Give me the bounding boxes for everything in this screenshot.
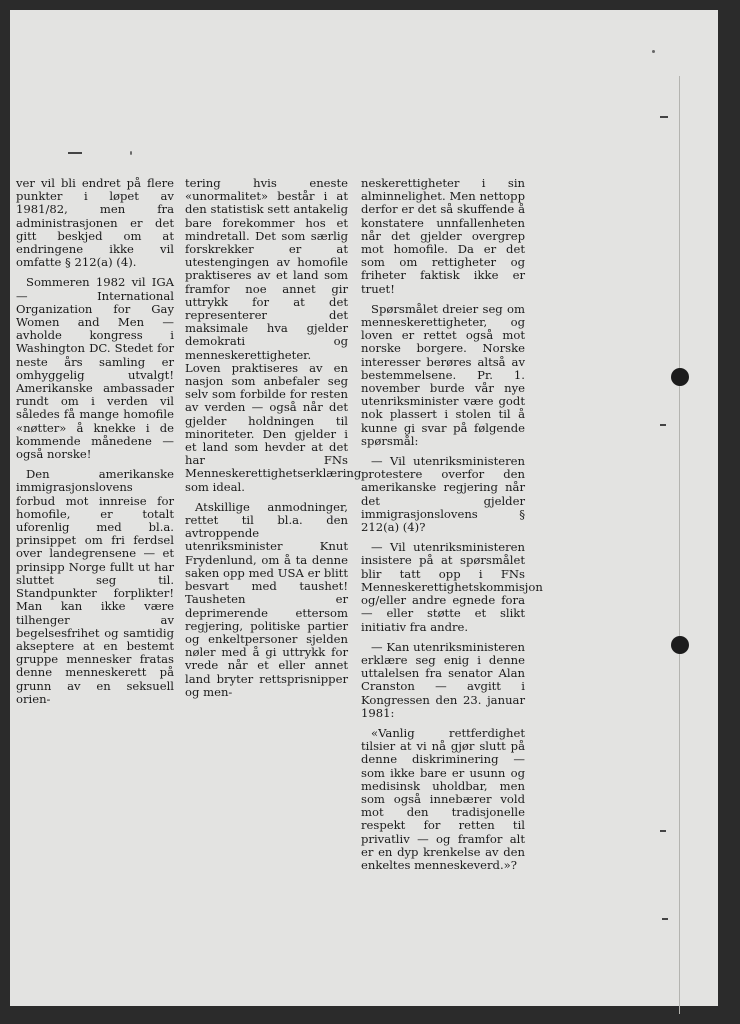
- paragraph: «Vanlig rettferdighet tilsier at vi nå gjør slutt på denne diskriminering — som ikke bare er usunn og medisinsk uholdbar, men som også innebærer vold mot den tradisjonelle respekt for retten til privatliv — og framfor alt er en dyp krenkelse av den enkeltes menneskeverd.»?: [361, 725, 525, 872]
- paragraph: neskerettigheter i sin alminnelighet. Men nettopp derfor er det så skuffende å konstatere unnfallenheten når det gjelder overgrep mot homofile. Da er det som om rettigheter og friheter faktisk ikke er truet!: [361, 176, 525, 296]
- paragraph: ver vil bli endret på flere punkter i løpet av 1981/82, men fra administrasjonen er det gitt beskjed om at endringene ikke vil omfatte § 212(a) (4).: [16, 176, 174, 270]
- punch-hole-top: [671, 368, 689, 386]
- margin-mark: [660, 830, 666, 832]
- paragraph: Sommeren 1982 vil IGA — International Organization for Gay Women and Men — avholde kongress i Washington DC. Stedet for neste års samling er omhyggelig utvalgt! Amerikanske ambassader rundt om i verden vil således få mange homofile «nøtter» å knekke i de kommende månedene — også norske!: [16, 275, 174, 462]
- paragraph: — Vil utenriksministeren insistere på at spørsmålet blir tatt opp i FNs Menneskerettighetskommisjon og/eller andre egnede fora — eller støtte et slikt initiativ fra andre.: [361, 540, 543, 634]
- article-column-2: [185, 176, 362, 699]
- margin-mark: [660, 424, 666, 426]
- paragraph: — Kan utenriksministeren erklære seg enig i denne uttalelsen fra senator Alan Cranston — avgitt i Kongressen den 23. januar 1981:: [361, 639, 525, 720]
- margin-speck: [130, 151, 132, 155]
- margin-mark: [68, 152, 82, 154]
- article-column-1: [16, 176, 174, 706]
- article-column-3: [361, 176, 543, 872]
- punch-hole-bottom: [671, 636, 689, 654]
- margin-rule: [679, 76, 680, 1014]
- paragraph: Spørsmålet dreier seg om menneskerettigheter, og loven er rettet også mot norske borgere. Norske interesser berøres altså av bestemmelsene. Pr. 1. november burde vår nye utenriksminister være godt nok plassert i stolen til å kunne gi svar på følgende spørsmål:: [361, 301, 525, 448]
- paragraph: — Vil utenriksministeren protestere overfor den amerikanske regjering når det gjelder immigrasjonslovens § 212(a) (4)?: [361, 454, 525, 535]
- paragraph: tering hvis eneste «unormalitet» består i at den statistisk sett antakelig bare forekommer hos et mindretall. Det som særlig forskrekker er at utestengingen av homofile praktiseres av et land som framfor noe annet gir uttrykk for at det representerer det maksimale hva gjelder demokrati og menneskerettigheter. Loven praktiseres av en nasjon som anbefaler seg selv som forbilde for resten av verden — også når det gjelder holdningen til minoriteter. Den gjelder i et land som hevder at det har FNs Menneskerettighetserklæring som ideal.: [185, 176, 362, 494]
- margin-mark: [662, 918, 668, 920]
- margin-mark: [660, 116, 668, 118]
- margin-speck: [652, 50, 655, 53]
- paragraph: Atskillige anmodninger, rettet til bl.a. den avtroppende utenriksminister Knut Frydenlund, om å ta denne saken opp med USA er blitt besvart med taushet! Tausheten er deprimerende ettersom regjering, politiske partier og enkeltpersoner sjelden nøler med å gi uttrykk for vrede når et eller annet land bryter rettsprisnipper og men-: [185, 499, 348, 699]
- document-page: [10, 10, 718, 1006]
- paragraph: Den amerikanske immigrasjonslovens forbud mot innreise for homofile, er totalt uforenlig med bl.a. prinsippet om fri ferdsel over landegrensene — et prinsipp Norge fullt ut har sluttet seg til. Standpunkter forplikter! Man kan ikke være tilhenger av begelsesfrihet og samtidig akseptere at en bestemt gruppe mennesker fratas denne menneskerett på grunn av en seksuell orien-: [16, 467, 174, 706]
